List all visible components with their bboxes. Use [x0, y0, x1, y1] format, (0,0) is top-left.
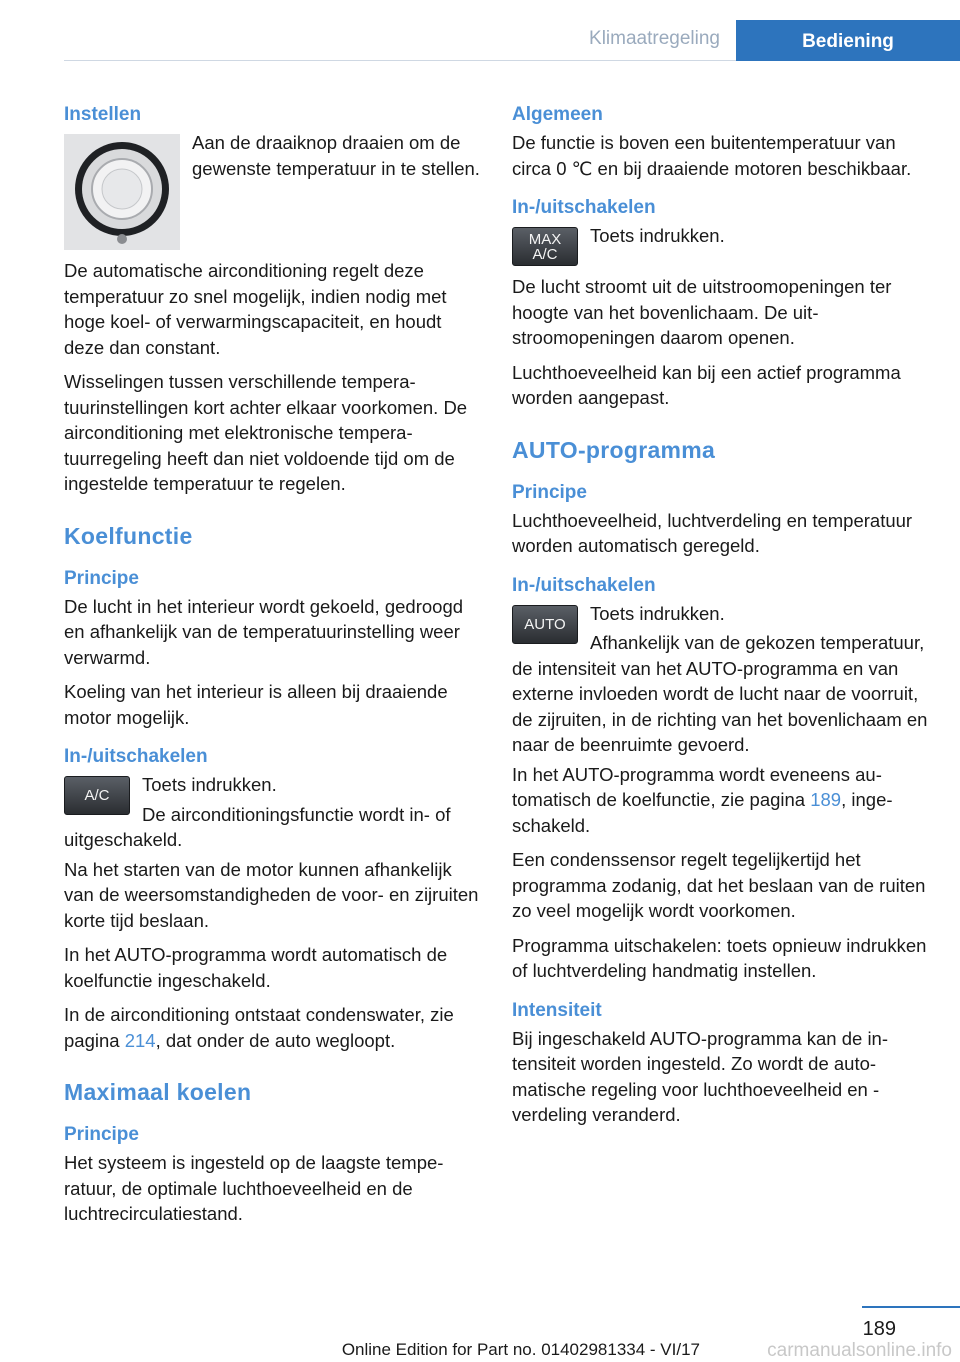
- heading-intensiteit: Intensiteit: [512, 999, 602, 1021]
- page-link-214[interactable]: 214: [124, 1029, 156, 1051]
- figure-ac-button: [64, 772, 482, 857]
- left-column: [64, 104, 482, 1236]
- header-section-label: Klimaatregeling: [589, 28, 720, 49]
- paragraph: De functie is boven een buitentemperatuur van circa 0 ℃ en bij draaiende motoren beschikbaar.: [512, 132, 912, 179]
- paragraph: Koeling van het interieur is alleen bij draaiende motor mogelijk.: [64, 681, 448, 728]
- temperature-knob-image: [64, 134, 180, 250]
- heading-principe: Principe: [64, 567, 139, 589]
- heading-in-uitschakelen: In-/uitschakelen: [64, 746, 208, 767]
- paragraph: In de airconditioning ontstaat condenswater, zie pagina 214, dat onder de auto wegloopt.: [64, 1004, 454, 1051]
- paragraph: Luchthoeveelheid, luchtverdeling en temperatuur worden automatisch geregeld.: [512, 509, 913, 556]
- watermark: carmanualsonline.info: [767, 1340, 952, 1361]
- figure-auto-button: [512, 601, 930, 762]
- step-text: Toets indrukken.: [590, 602, 725, 624]
- paragraph: Het systeem is ingesteld op de laagste temperatuur, de optimale luchthoeveelheid en de luchtrecirculatiestand.: [64, 1152, 444, 1224]
- rotary-knob-icon: [67, 137, 177, 247]
- heading-instellen: Instellen: [64, 104, 142, 125]
- step-text: Toets indrukken.: [142, 774, 277, 795]
- ac-button-icon: A/C: [64, 776, 130, 815]
- heading-in-uitschakelen: In-/uitschakelen: [512, 197, 656, 218]
- edition-text: Online Edition for Part no. 01402981334 - VI/17: [341, 1340, 700, 1359]
- header-chapter-tab: Bediening: [736, 20, 960, 61]
- footer-rule: [862, 1306, 960, 1308]
- knob-caption: Aan de draaiknop draaien om de gewenste temperatuur in te stellen.: [192, 132, 480, 179]
- heading-in-uitschakelen: In-/uitschakelen: [512, 574, 656, 596]
- page-link-189[interactable]: 189: [810, 789, 842, 810]
- page-number: 189: [862, 1318, 896, 1340]
- section-title-koelfunctie: Koelfunctie: [64, 522, 193, 549]
- figure-knob: [64, 130, 482, 258]
- heading-algemeen: Algemeen: [512, 104, 603, 125]
- paragraph: De automatische airconditioning regelt deze temperatuur zo snel mogelijk, indien nodig met hoge koel- of verwarmingscapaciteit, en houdt deze dan constant.: [64, 260, 447, 358]
- max-ac-button-icon: MAX A/C: [512, 227, 578, 266]
- right-column: [512, 104, 930, 1137]
- paragraph: Een condenssensor regelt tegelijkertijd het programma zodanig, dat het beslaan van de ruiten zo veel mogelijk wordt voorkomen.: [512, 849, 926, 921]
- paragraph: Wisselingen tussen verschillende temperatuurinstellingen kort achter elkaar voorkomen. De airconditioning met elektronische temperatuurregeling heeft dan niet voldoende tijd om de ingestelde temperatuur te regelen.: [64, 371, 468, 494]
- paragraph: Na het starten van de motor kunnen afhankelijk van de weersomstandigheden de voor- en zijruiten korte tijd beslaan.: [64, 858, 479, 931]
- paragraph: Luchthoeveelheid kan bij een actief programma worden aangepast.: [512, 361, 901, 408]
- auto-button-icon: AUTO: [512, 605, 578, 644]
- paragraph: De lucht in het interieur wordt gekoeld, gedroogd en afhankelijk van de temperatuurinstelling weer verwarmd.: [64, 595, 464, 668]
- paragraph: In het AUTO-programma wordt automatisch de koelfunctie ingeschakeld.: [64, 944, 448, 991]
- paragraph: In het AUTO-programma wordt eveneens automatisch de koelfunctie, zie pagina 189, ingeschakeld.: [512, 763, 893, 836]
- figure-max-ac-button: [512, 223, 930, 274]
- step-text: Afhankelijk van de gekozen temperatuur, de intensiteit van het AUTO-programma en van externe invloeden wordt de lucht naar de voorruit, de zijruiten, in de richting van het bovenlichaam en naar de beenruimte gevoerd.: [512, 632, 928, 755]
- step-text: De airconditioningsfunctie wordt in- of uitgeschakeld.: [64, 803, 451, 850]
- paragraph: De lucht stroomt uit de uitstroomopeningen ter hoogte van het bovenlichaam. De uitstroomopeningen daarom openen.: [512, 276, 892, 348]
- heading-principe: Principe: [64, 1124, 139, 1145]
- step-text: Toets indrukken.: [590, 225, 725, 246]
- paragraph: Programma uitschakelen: toets opnieuw indrukken of luchtverdeling handmatig instellen.: [512, 934, 927, 981]
- section-title-maximaal-koelen: Maximaal koelen: [64, 1079, 252, 1105]
- paragraph: Bij ingeschakeld AUTO-programma kan de intensiteit worden ingesteld. Zo wordt de automatische regeling voor luchthoeveelheid en -verdeling veranderd.: [512, 1027, 889, 1125]
- section-title-auto-programma: AUTO-programma: [512, 436, 716, 463]
- heading-principe: Principe: [512, 481, 587, 503]
